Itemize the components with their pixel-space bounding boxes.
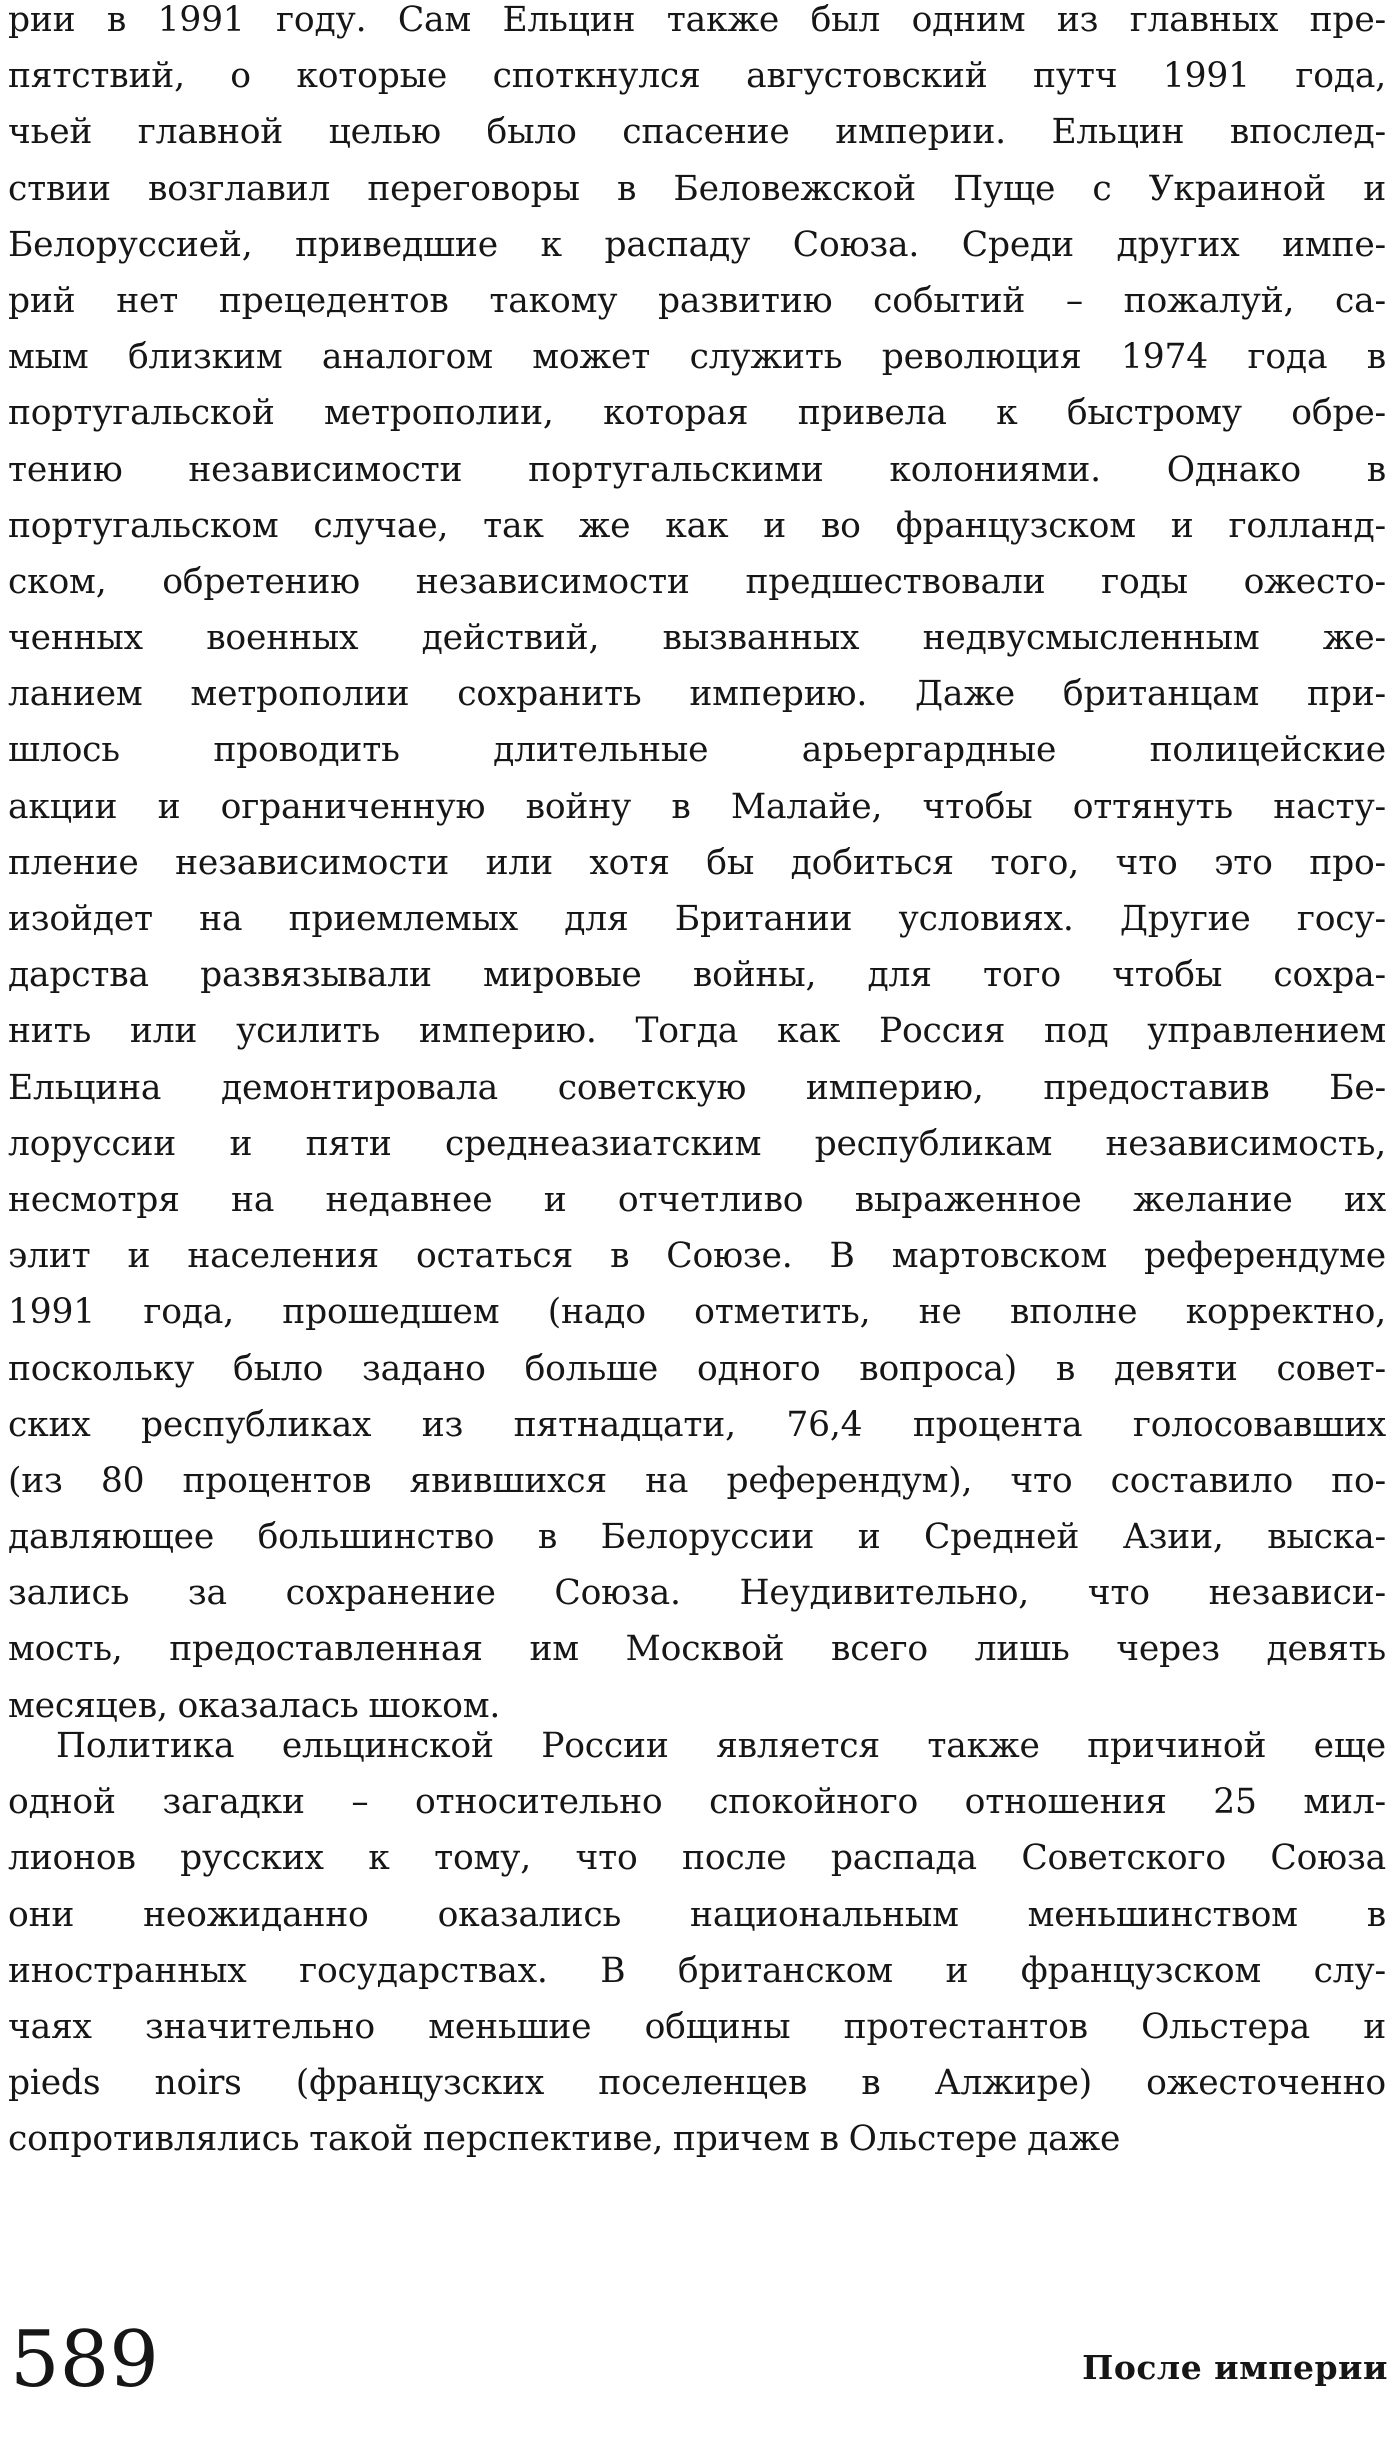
paragraph-1 (8, 0, 1386, 1734)
text-line: Белоруссией, приведшие к распаду Союза. Среди других импе- (8, 224, 1386, 265)
text-line: ствии возглавил переговоры в Беловежской Пуще с Украиной и (8, 168, 1386, 209)
text-line: одной загадки – относительно спокойного отношения 25 мил- (8, 1782, 1386, 1823)
text-line: шлось проводить длительные арьергардные полицейские (8, 730, 1386, 771)
text-line: элит и населения остаться в Союзе. В мартовском референдуме (8, 1236, 1386, 1277)
text-line: 1991 года, прошедшем (надо отметить, не вполне корректно, (8, 1292, 1386, 1333)
text-line: португальской метрополии, которая привела к быстрому обре- (8, 393, 1386, 434)
text-line: мость, предоставленная им Москвой всего лишь через девять (8, 1629, 1386, 1670)
page-number: 589 (10, 2315, 159, 2405)
text-line: Политика ельцинской России является также причиной еще (56, 1726, 1386, 1766)
paragraph-2 (8, 1718, 1386, 2168)
text-line: чьей главной целью было спасение империи. Ельцин впослед- (8, 112, 1386, 153)
text-line: иностранных государствах. В британском и французском слу- (8, 1950, 1386, 1991)
text-line: месяцев, оказалась шоком. (8, 1685, 501, 1726)
text-line: тению независимости португальскими колониями. Однако в (8, 449, 1386, 490)
text-line: давляющее большинство в Белоруссии и Средней Азии, выска- (8, 1517, 1386, 1558)
text-line: чаях значительно меньшие общины протестантов Ольстера и (8, 2006, 1386, 2047)
text-line: ланием метрополии сохранить империю. Даже британцам при- (8, 674, 1386, 715)
text-line: пление независимости или хотя бы добиться того, что это про- (8, 842, 1386, 883)
text-line: pieds noirs (французских поселенцев в Алжире) ожесточенно (8, 2063, 1386, 2104)
text-line: рии в 1991 году. Сам Ельцин также был одним из главных пре- (8, 0, 1386, 40)
text-line: Ельцина демонтировала советскую империю, предоставив Бе- (8, 1067, 1386, 1108)
running-title: После империи (1082, 2348, 1388, 2387)
text-line: дарства развязывали мировые войны, для того чтобы сохра- (8, 955, 1386, 996)
text-line: акции и ограниченную войну в Малайе, чтобы оттянуть насту- (8, 786, 1386, 827)
text-line: ченных военных действий, вызванных недвусмысленным же- (8, 618, 1386, 659)
text-line: лоруссии и пяти среднеазиатским республикам независимость, (8, 1123, 1386, 1164)
text-line: (из 80 процентов явившихся на референдум), что составило по- (8, 1460, 1386, 1501)
text-line: португальском случае, так же как и во французском и голланд- (8, 505, 1386, 546)
text-line: ских республиках из пятнадцати, 76,4 процента голосовавших (8, 1404, 1386, 1445)
text-line: сопротивлялись такой перспективе, причем в Ольстере даже (8, 2119, 1121, 2160)
text-line: изойдет на приемлемых для Британии условиях. Другие госу- (8, 899, 1386, 939)
text-line: поскольку было задано больше одного вопроса) в девяти совет- (8, 1348, 1386, 1389)
text-line: они неожиданно оказались национальным меньшинством в (8, 1894, 1386, 1935)
text-line: пятствий, о которые споткнулся августовский путч 1991 года, (8, 56, 1386, 97)
text-line: нить или усилить империю. Тогда как Россия под управлением (8, 1011, 1386, 1052)
text-line: лионов русских к тому, что после распада Советского Союза (8, 1838, 1386, 1879)
text-line: мым близким аналогом может служить революция 1974 года в (8, 337, 1386, 378)
text-line: несмотря на недавнее и отчетливо выраженное желание их (8, 1179, 1386, 1220)
text-line: зались за сохранение Союза. Неудивительно, что независи- (8, 1573, 1386, 1614)
text-line: рий нет прецедентов такому развитию событий – пожалуй, са- (8, 280, 1386, 321)
text-line: ском, обретению независимости предшествовали годы ожесто- (8, 561, 1386, 602)
